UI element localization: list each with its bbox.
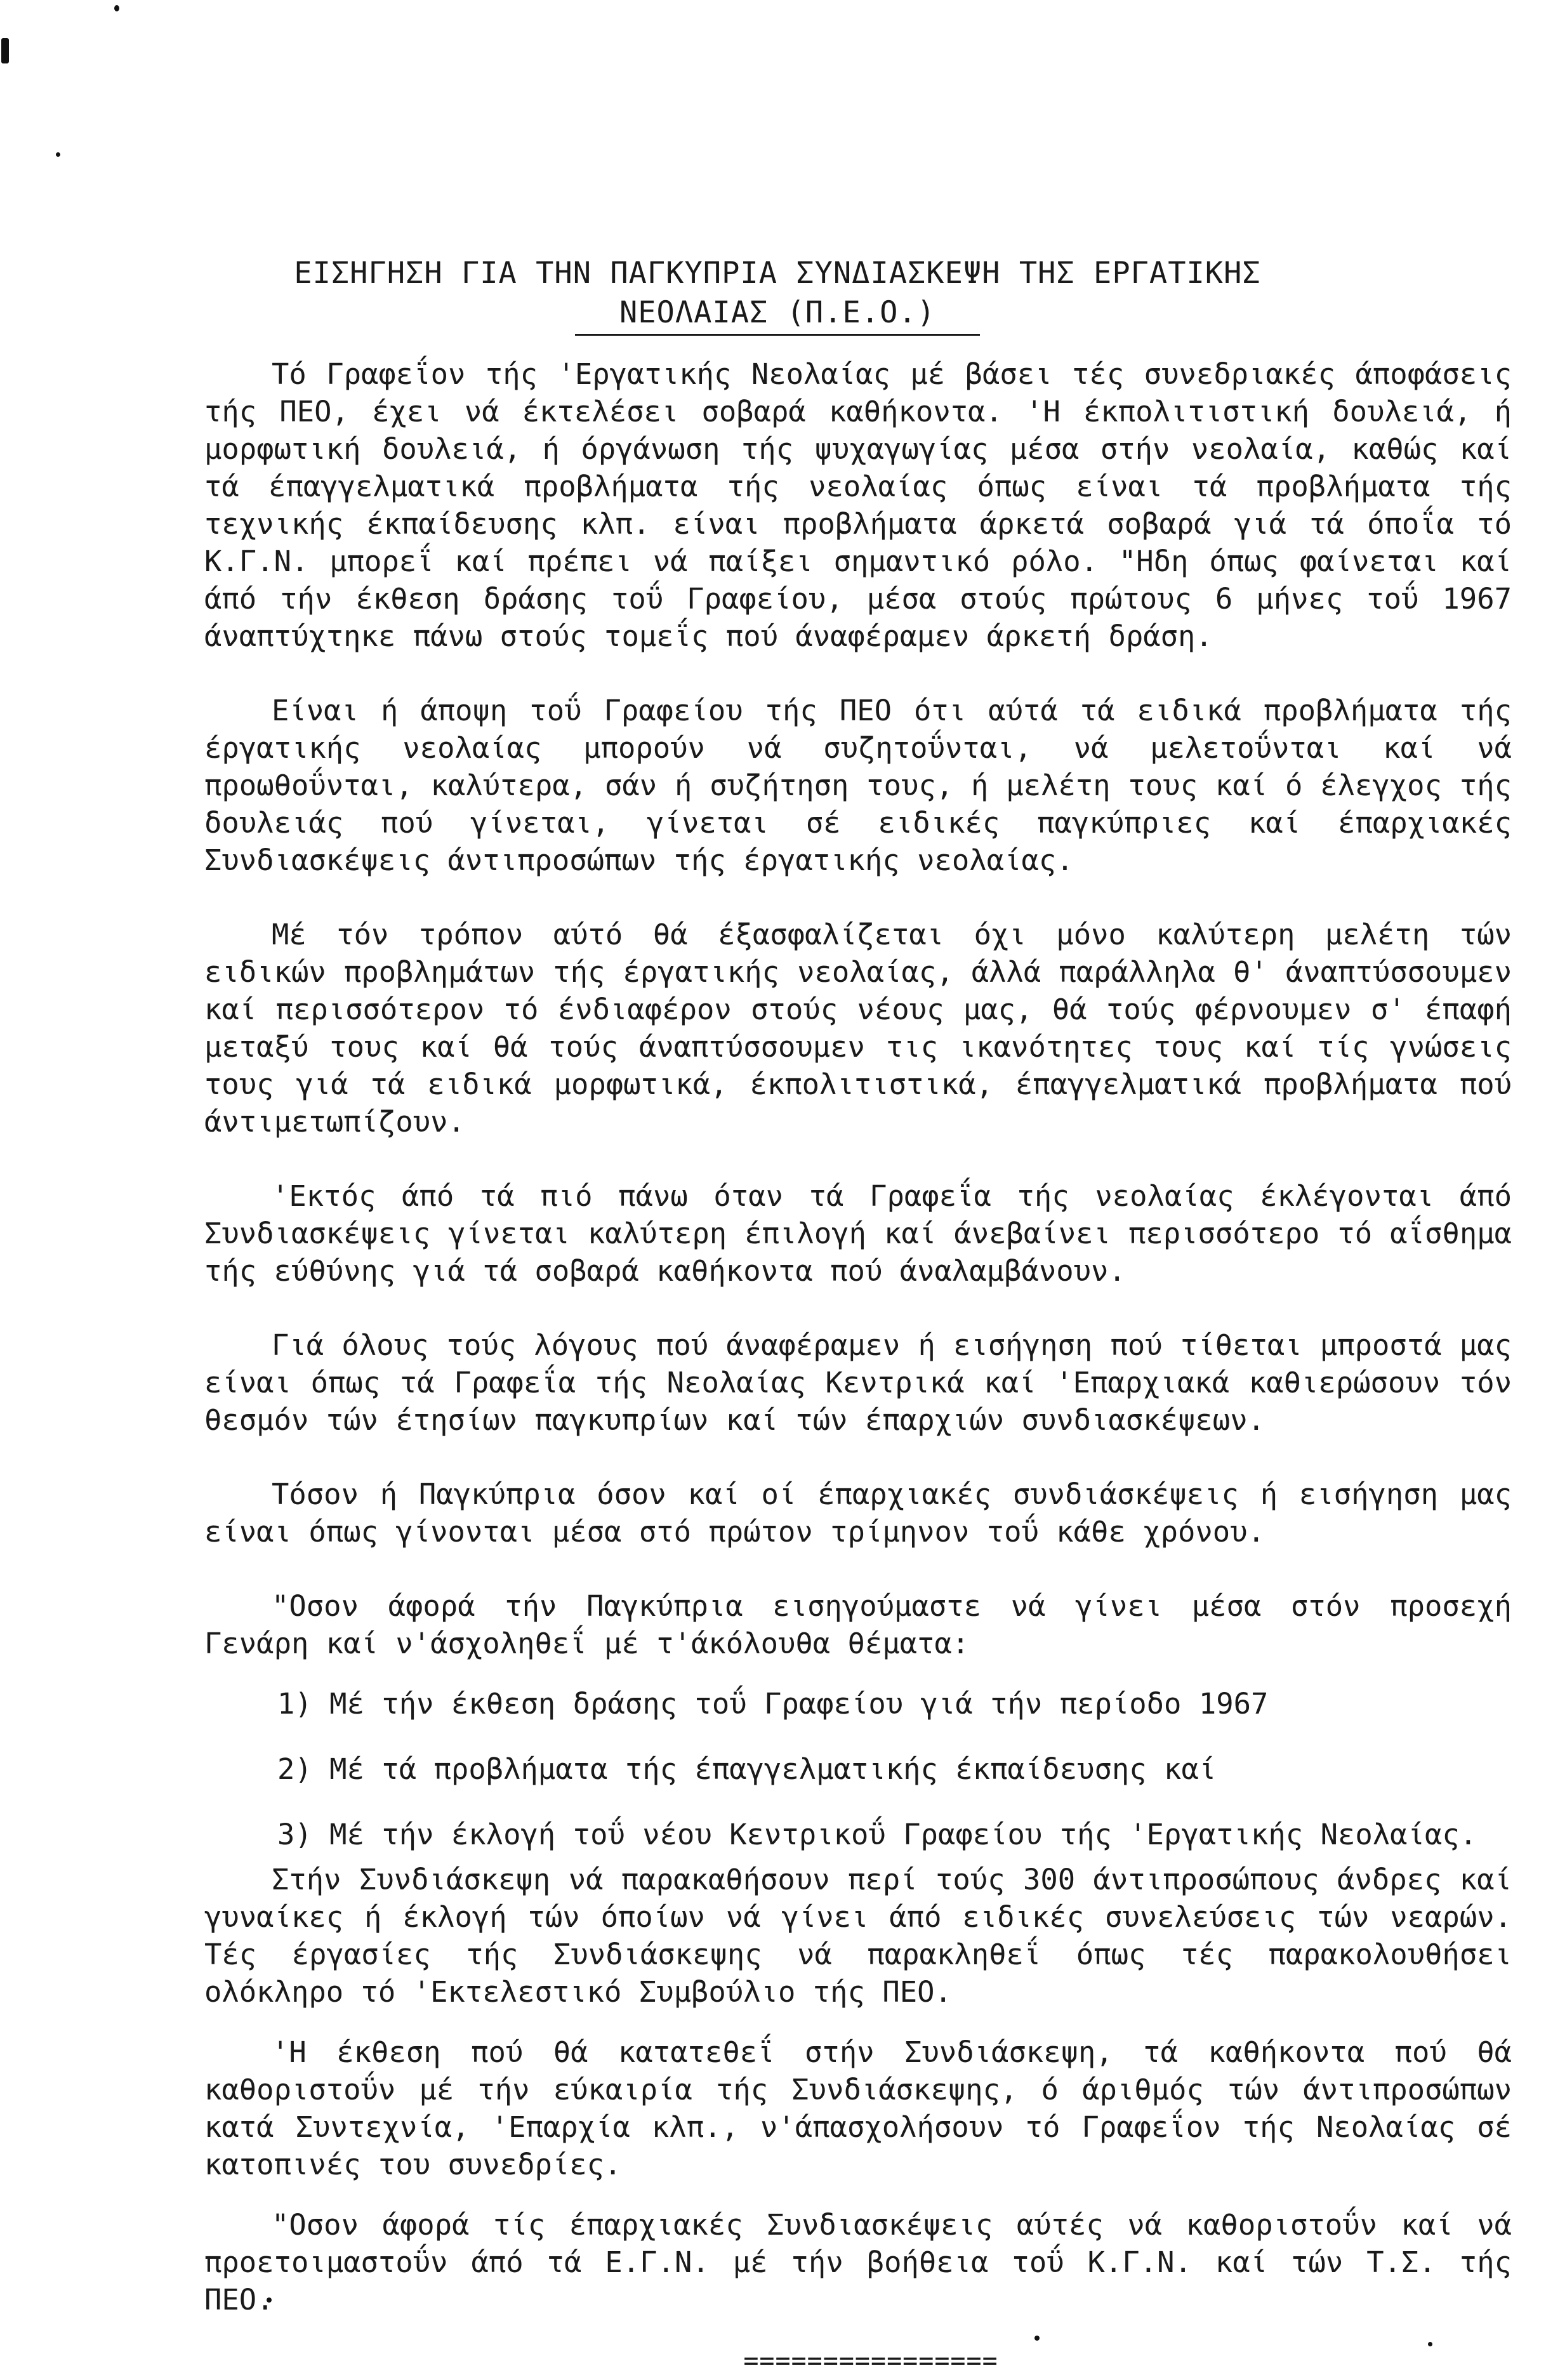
list-item: 2) Μέ τά προβλήματα τής έπαγγελματικής έκπαίδευσης καί [277, 1752, 1217, 1786]
title-line-1: ΕΙΣΗΓΗΣΗ ΓΙΑ ΤΗΝ ΠΑΓΚΥΠΡΙΑ ΣΥΝΔΙΑΣΚΕΨΗ ΤΗΣ ΕΡΓΑΤΙΚΗΣ [294, 256, 1261, 291]
scan-speck [56, 152, 60, 157]
scan-speck [114, 5, 119, 11]
title-line-2: ΝΕΟΛΑΙΑΣ (Π.Ε.Ο.) [575, 293, 980, 336]
document-body [204, 355, 1512, 2380]
list-item: 1) Μέ τήν έκθεση δράσης τοΰ Γραφείου γιά τήν περίοδο 1967 [277, 1687, 1269, 1721]
paragraph: Τόσον ή Παγκύπρια όσον καί οί έπαρχιακές συνδιάσκέψεις ή εισήγηση μας είναι όπως γίνονται μέσα στό πρώτον τρίμηνον τοΰ κάθε χρόνου. [204, 1478, 1512, 1549]
scan-speck [1, 38, 9, 63]
paragraph: Μέ τόν τρόπον αύτό θά έξασφαλίζεται όχι μόνο καλύτερη μελέτη τών ειδικών προβλημάτων τής έργατικής νεολαίας, άλλά παράλληλα θ' άναπτύσσουμεν καί περισσότερον τό ένδιαφέρον στούς νέους μας, θά τούς φέρνουμεν σ' έπαφή μεταξύ τους καί θά τούς άναπτύσσουμεν τις ικανότητες τους καί τίς γνώσεις τους γιά τά ειδικά μορφωτικά, έκπολιτιστικά, έπαγγελματικά προβλήματα πού άντιμετωπίζουν. [204, 918, 1512, 1139]
paragraph: Γιά όλους τούς λόγους πού άναφέραμεν ή εισήγηση πού τίθεται μπροστά μας είναι όπως τά Γραφεΐα τής Νεολαίας Κεντρικά καί 'Επαρχιακά καθιερώσουν τόν θεσμόν τών έτησίων παγκυπρίων καί τών έπαρχιών συνδιασκέψεων. [204, 1328, 1512, 1437]
paragraph: "Οσον άφορά τήν Παγκύπρια εισηγούμαστε νά γίνει μέσα στόν προσεχή Γενάρη καί ν'άσχοληθεΐ μέ τ'άκόλουθα θέματα: [204, 1589, 1512, 1660]
end-rule: ================ [743, 2346, 998, 2376]
paragraph: Είναι ή άποψη τοΰ Γραφείου τής ΠΕΟ ότι αύτά τά ειδικά προβλήματα τής έργατικής νεολαίας μπορούν νά συζητοΰνται, νά μελετοΰνται καί νά προωθοΰνται, καλύτερα, σάν ή συζήτηση τους, ή μελέτη τους καί ό έλεγχος τής δουλειάς πού γίνεται, γίνεται σέ ειδικές παγκύπριες καί έπαρχιακές Συνδιασκέψεις άντιπροσώπων τής έργατικής νεολαίας. [204, 694, 1512, 877]
paragraph: "Οσον άφορά τίς έπαρχιακές Συνδιασκέψεις αύτές νά καθοριστοΰν καί νά προετοιμαστοΰν άπό τά Ε.Γ.Ν. μέ τήν βοήθεια τοΰ Κ.Γ.Ν. καί τών Τ.Σ. τής ΠΕΟ. [204, 2208, 1512, 2317]
paragraph: 'Η έκθεση πού θά κατατεθεΐ στήν Συνδιάσκεψη, τά καθήκοντα πού θά καθοριστοΰν μέ τήν εύκαιρία τής Συνδιάσκεψης, ό άριθμός τών άντιπροσώπων κατά Συντεχνία, 'Επαρχία κλπ., ν'άπασχολήσουν τό Γραφεΐον τής Νεολαίας σέ κατοπινές του συνεδρίες. [204, 2035, 1512, 2181]
document-title [190, 254, 1364, 336]
paragraph: 'Εκτός άπό τά πιό πάνω όταν τά Γραφεΐα τής νεολαίας έκλέγονται άπό Συνδιασκέψεις γίνεται καλύτερη έπιλογή καί άνεβαίνει περισσότερο τό αΐσθημα τής εύθύνης γιά τά σοβαρά καθήκοντα πού άναλαμβάνουν. [204, 1179, 1512, 1288]
list-item: 3) Μέ τήν έκλογή τοΰ νέου Κεντρικοΰ Γραφείου τής 'Εργατικής Νεολαίας. [277, 1818, 1477, 1851]
paragraph: Στήν Συνδιάσκεψη νά παρακαθήσουν περί τούς 300 άντιπροσώπους άνδρες καί γυναίκες ή έκλογή τών όποίων νά γίνει άπό ειδικές συνελεύσεις τών νεαρών. Τές έργασίες τής Συνδιάσκεψης νά παρακληθεΐ όπως τές παρακολουθήσει ολόκληρο τό 'Εκτελεστικό Συμβούλιο τής ΠΕΟ. [204, 1863, 1512, 2009]
paragraph: Τό Γραφεΐον τής 'Εργατικής Νεολαίας μέ βάσει τές συνεδριακές άποφάσεις τής ΠΕΟ, έχει νά έκτελέσει σοβαρά καθήκοντα. 'Η έκπολιτιστική δουλειά, ή μορφωτική δουλειά, ή όργάνωση τής ψυχαγωγίας μέσα στήν νεολαία, καθώς καί τά έπαγγελματικά προβλήματα τής νεολαίας όπως είναι τά προβλήματα τής τεχνικής έκπαίδευσης κλπ. είναι προβλήματα άρκετά σοβαρά γιά τά όποΐα τό Κ.Γ.Ν. μπορεΐ καί πρέπει νά παίξει σημαντικό ρόλο. "Ηδη όπως φαίνεται καί άπό τήν έκθεση δράσης τοΰ Γραφείου, μέσα στούς πρώτους 6 μήνες τοΰ 1967 άναπτύχτηκε πάνω στούς τομεΐς πού άναφέραμεν άρκετή δράση. [204, 357, 1512, 653]
